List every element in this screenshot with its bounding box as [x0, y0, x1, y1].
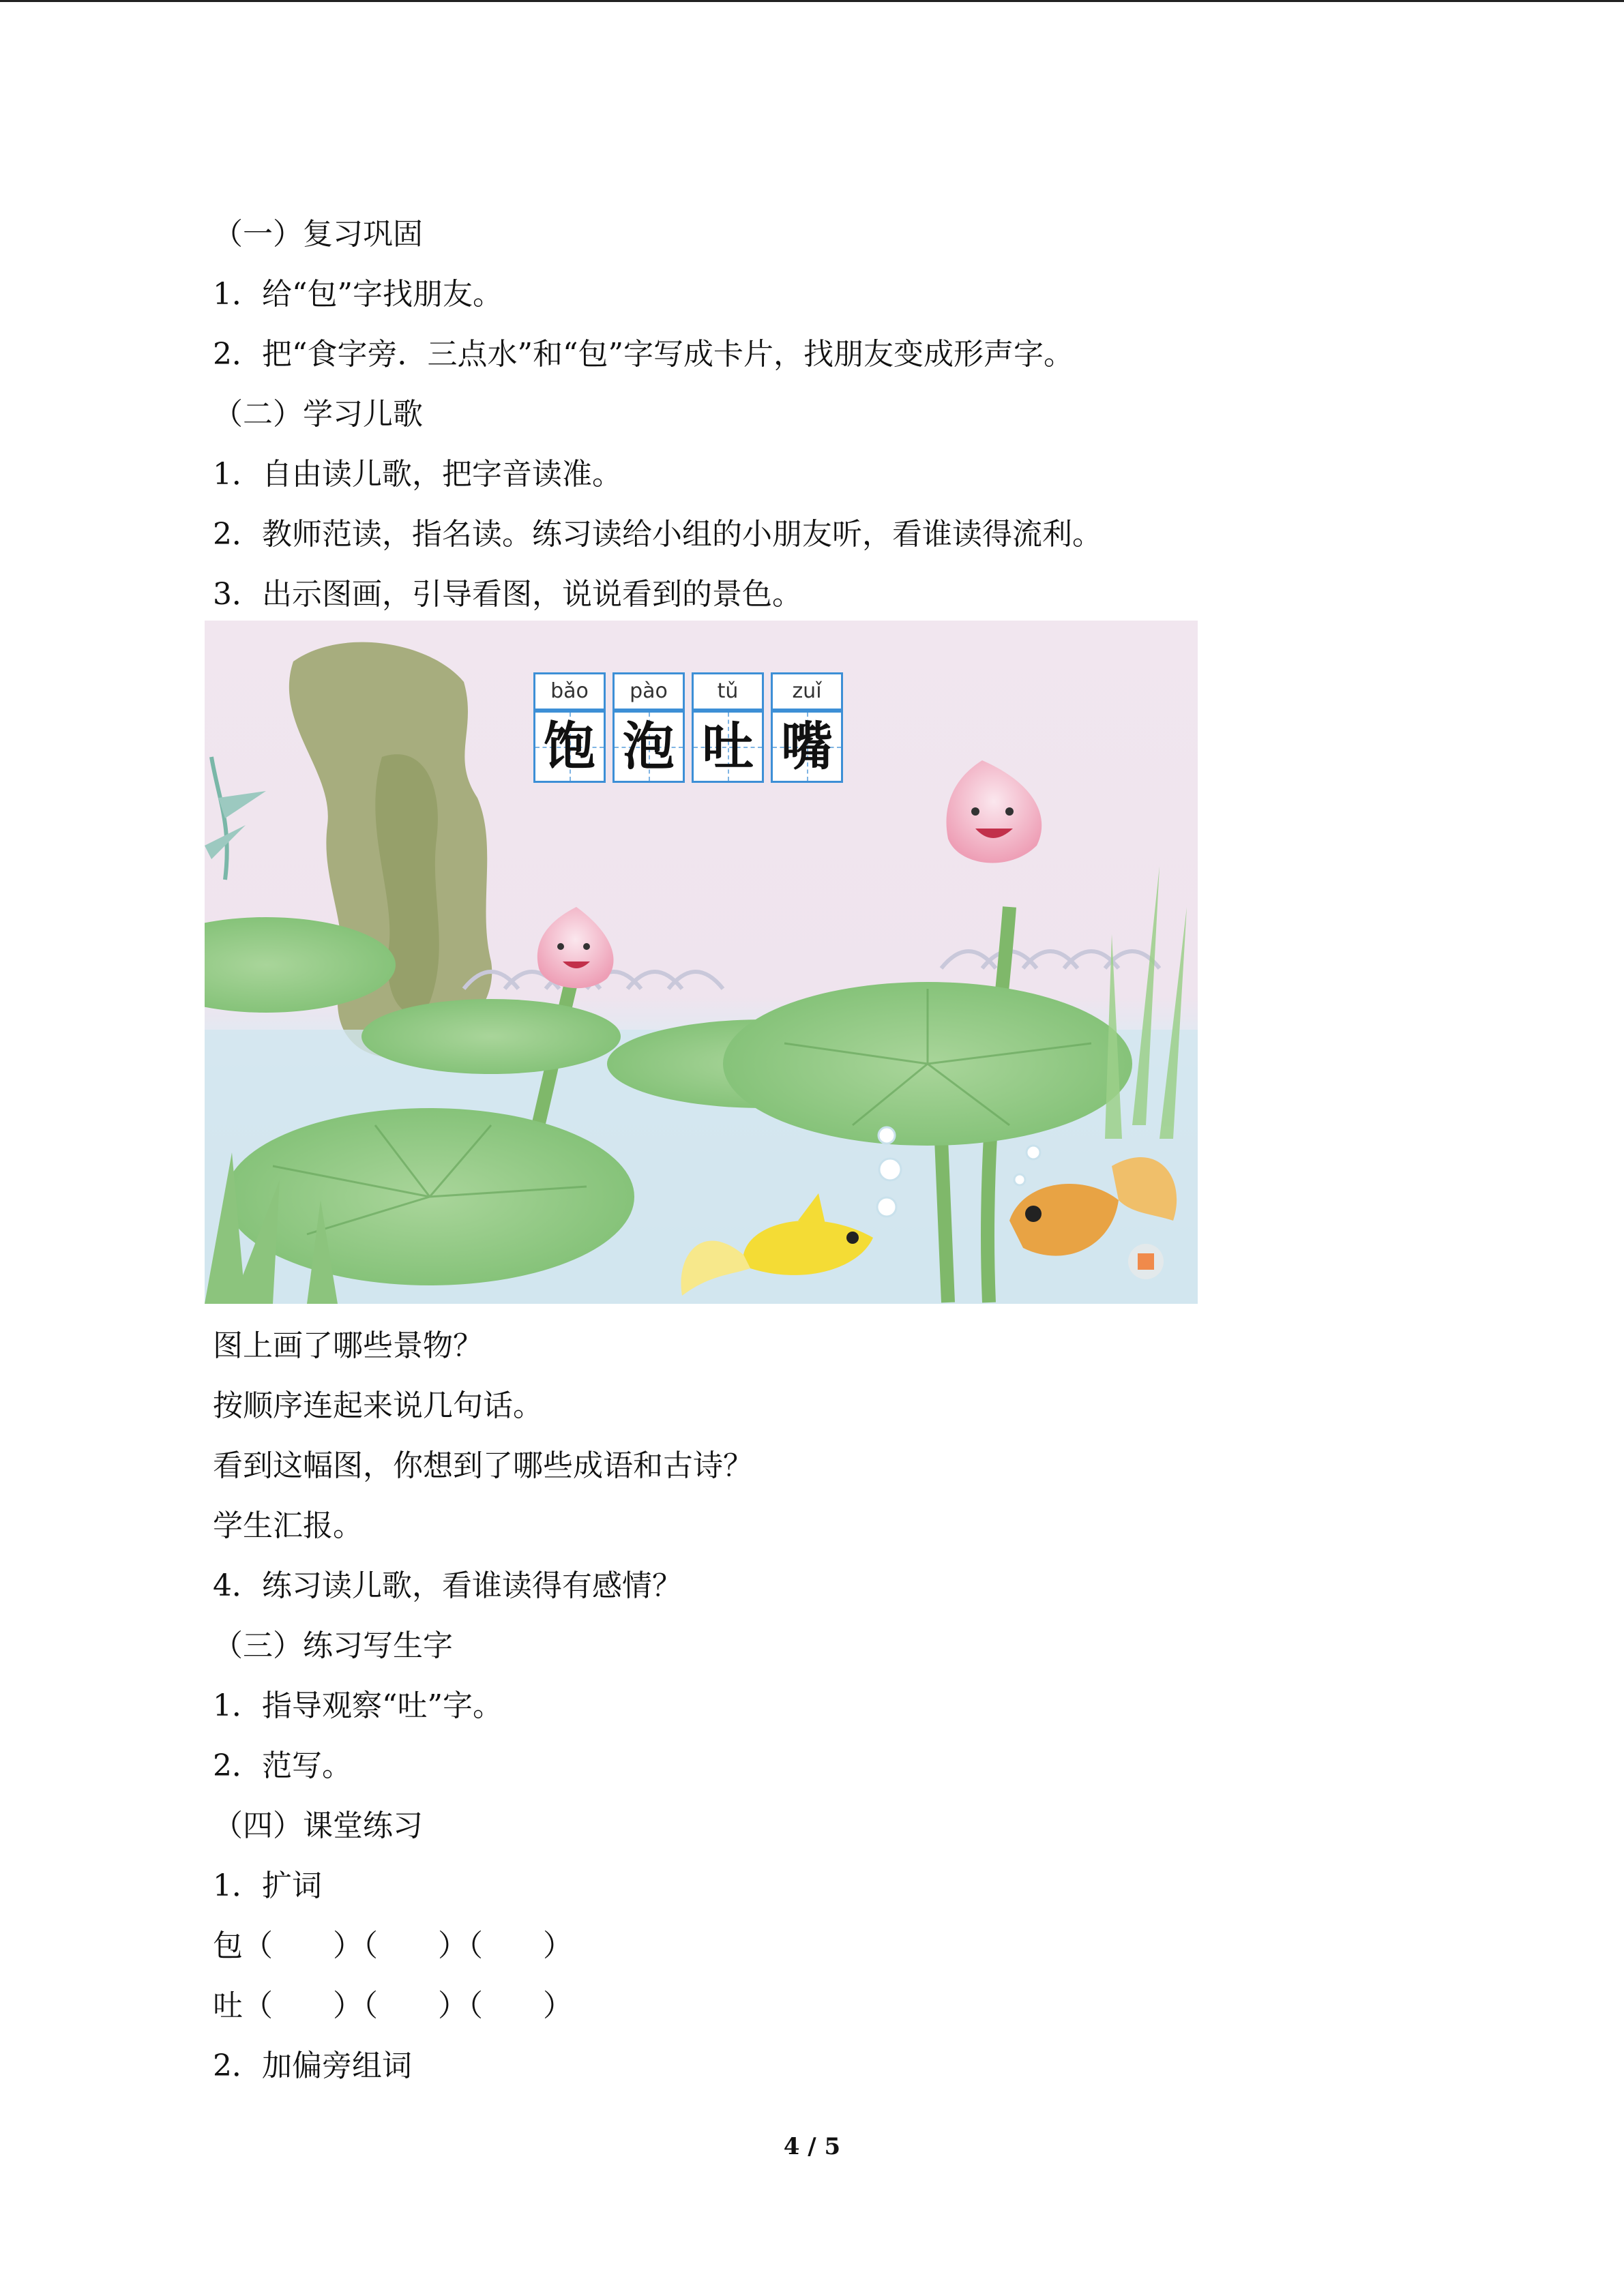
lotus-leaf	[361, 999, 621, 1074]
fill-in-blank-bao: 包（ ）（ ）（ ）	[213, 1928, 573, 1963]
text-line: 1．给“包”字找朋友。	[213, 277, 503, 312]
pinyin-bao: bǎo	[533, 672, 606, 711]
section-heading-writing: （三）练习写生字	[213, 1628, 453, 1663]
lotus-pond-illustration	[205, 621, 1198, 1304]
text-line: 3．出示图画，引导看图，说说看到的景色。	[213, 577, 802, 612]
text-line: 2．把“食字旁．三点水”和“包”字写成卡片，找朋友变成形声字。	[213, 337, 1074, 372]
character-zui: 嘴	[771, 711, 843, 783]
text-line: 按顺序连起来说几句话。	[213, 1388, 543, 1423]
text-line: 1．自由读儿歌，把字音读准。	[213, 457, 622, 492]
pinyin-tu: tǔ	[692, 672, 764, 711]
text-line: 2．范写。	[213, 1748, 352, 1783]
text-line: 1．扩词	[213, 1868, 322, 1903]
character-tu: 吐	[692, 711, 764, 783]
text-line: 2．教师范读，指名读。练习读给小组的小朋友听，看谁读得流利。	[213, 517, 1102, 552]
section-heading-exercise: （四）课堂练习	[213, 1808, 423, 1843]
fill-in-blank-tu: 吐（ ）（ ）（ ）	[213, 1988, 573, 2023]
pinyin-zui: zuǐ	[771, 672, 843, 711]
pinyin-pao: pào	[612, 672, 685, 711]
character-pao: 泡	[612, 711, 685, 783]
top-border	[0, 0, 1624, 2]
character-bao: 饱	[533, 711, 606, 783]
text-line: 1．指导观察“吐”字。	[213, 1688, 503, 1723]
text-line: 看到这幅图，你想到了哪些成语和古诗？	[213, 1448, 753, 1483]
text-line: 学生汇报。	[213, 1508, 363, 1543]
page-number: 4 / 5	[783, 2133, 841, 2160]
section-heading-learn-song: （二）学习儿歌	[213, 397, 423, 432]
text-line: 2．加偏旁组词	[213, 2048, 412, 2083]
text-line: 4．练习读儿歌，看谁读得有感情？	[213, 1568, 682, 1603]
text-line: 图上画了哪些景物？	[213, 1328, 483, 1363]
section-heading-review: （一）复习巩固	[213, 217, 423, 252]
